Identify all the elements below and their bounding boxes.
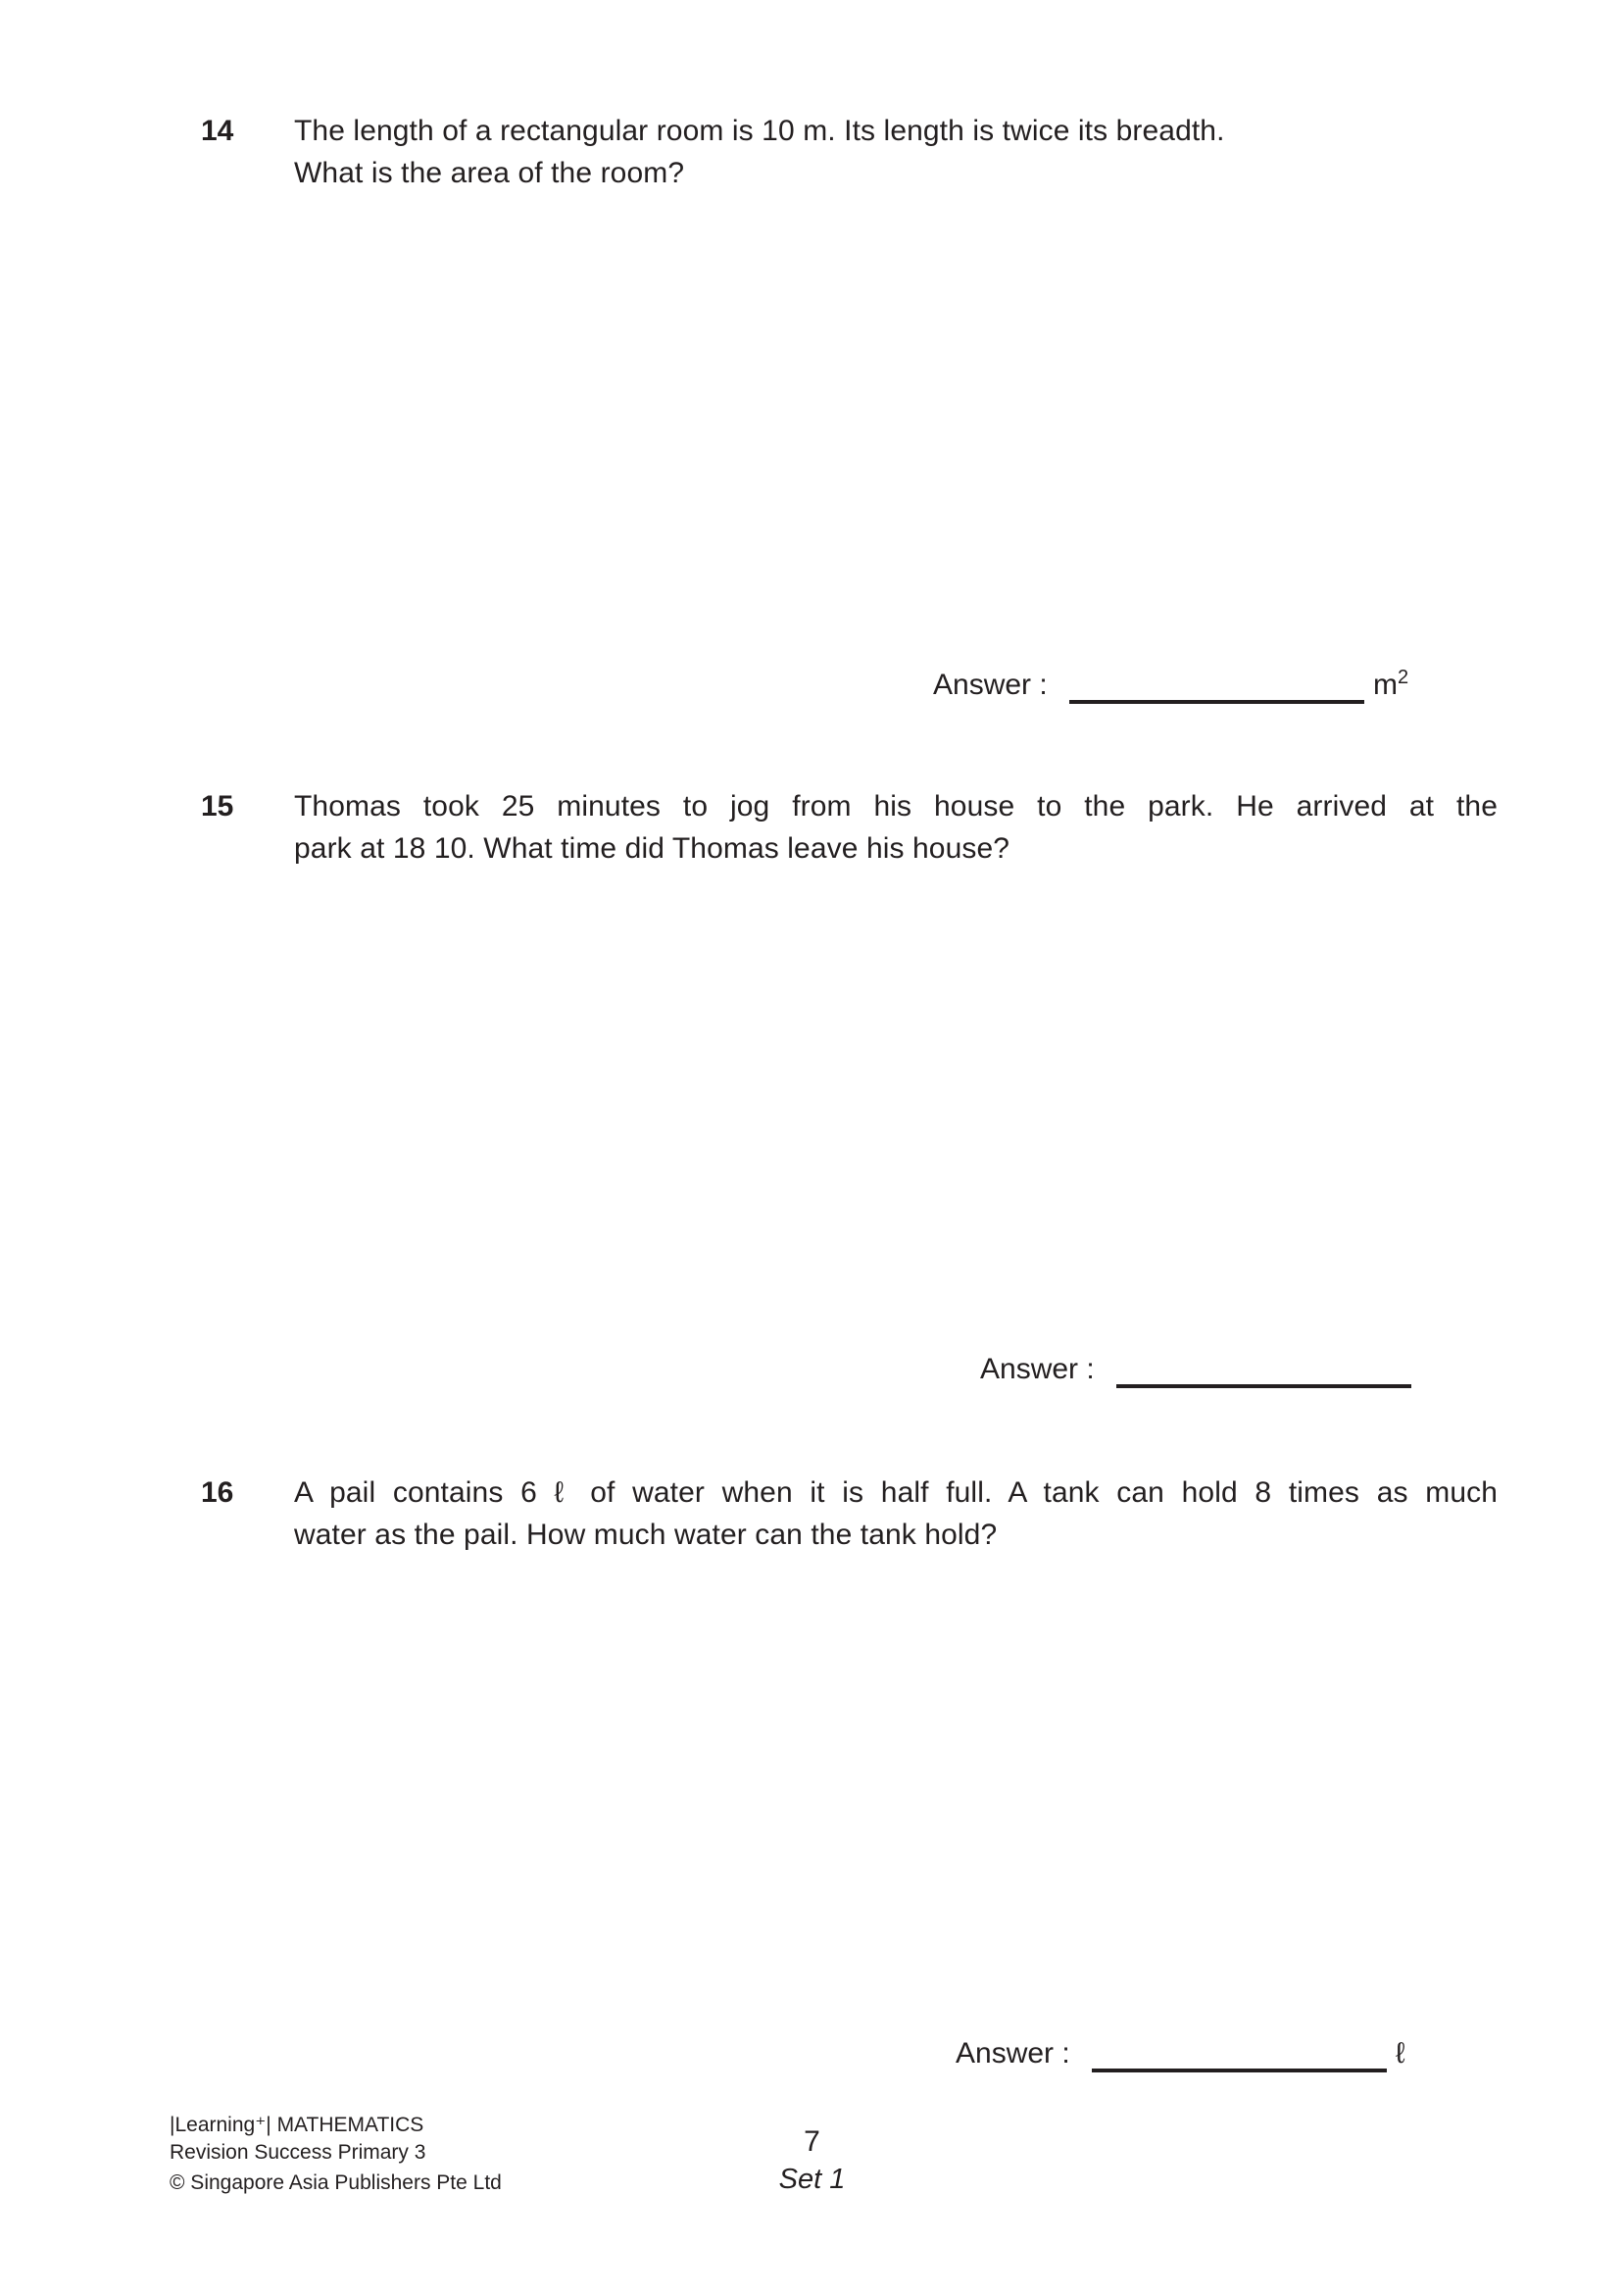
answer-row-14 [933,667,1408,704]
answer-blank-line[interactable] [1116,1351,1411,1388]
footer-series-subtitle: Revision Success Primary 3 [170,2141,426,2164]
answer-label: Answer : [956,2037,1079,2070]
question-text-line-1: A pail contains 6 ℓ of water when it is half full. A tank can hold 8 times as much [294,1476,1498,1509]
answer-unit [1373,667,1408,704]
question-text-line-2: What is the area of the room? [294,157,685,189]
footer-series-title: |Learning⁺| MATHEMATICS [170,2114,424,2136]
question-text-line-2: park at 18 10. What time did Thomas leave his house? [294,832,1010,865]
footer-copyright: © Singapore Asia Publishers Pte Ltd [170,2171,502,2194]
answer-unit-base: ℓ [1396,2037,1405,2070]
question-number: 15 [201,790,234,823]
answer-unit-base: m [1373,669,1399,701]
question-text [294,785,1498,870]
answer-label: Answer : [980,1353,1104,1385]
answer-label: Answer : [933,669,1057,701]
answer-unit [1396,2035,1405,2072]
question-text-line-1: The length of a rectangular room is 10 m. Its length is twice its breadth. [294,115,1225,147]
set-label: Set 1 [778,2164,846,2195]
question-text-line-2: water as the pail. How much water can the tank hold? [294,1519,998,1551]
answer-unit-exponent: 2 [1398,667,1409,688]
question-text [294,110,1498,194]
answer-blank-line[interactable] [1092,2035,1387,2072]
answer-row-15 [980,1351,1420,1388]
question-text [294,1471,1498,1556]
question-number: 16 [201,1476,234,1509]
answer-blank-line[interactable] [1069,667,1364,704]
question-text-line-1: Thomas took 25 minutes to jog from his house to the park. He arrived at the [294,790,1498,823]
page-number: 7 [804,2125,820,2158]
question-number: 14 [201,115,234,147]
answer-row-16 [956,2035,1405,2072]
